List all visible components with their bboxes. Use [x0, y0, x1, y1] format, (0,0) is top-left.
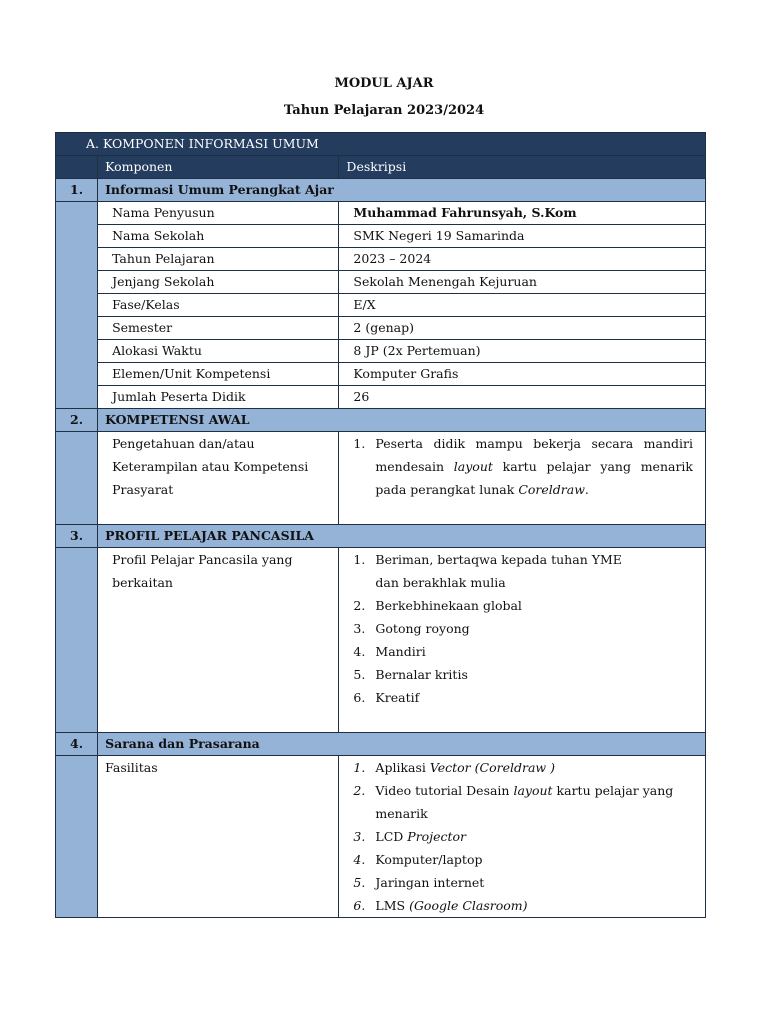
section-2-sidebar [56, 432, 98, 525]
fasilitas-desc [339, 756, 706, 918]
kompetensi-desc [339, 432, 706, 525]
info-row [56, 294, 706, 317]
column-header-empty [56, 156, 98, 179]
list-item-text: Mandiri [375, 644, 426, 659]
section-1-title: Informasi Umum Perangkat Ajar [98, 179, 706, 202]
info-row [56, 317, 706, 340]
section-4-number: 4. [56, 733, 98, 756]
fasilitas-text-italic: (Google Clasroom) [409, 898, 528, 913]
info-key: Semester [98, 317, 339, 340]
fasilitas-text-italic: Vector (Coreldraw ) [429, 760, 555, 775]
list-item-text [375, 432, 693, 501]
kompetensi-text-layout: layout [453, 459, 493, 474]
info-row [56, 271, 706, 294]
list-item-number: 4. [353, 644, 366, 659]
fasilitas-row [56, 756, 706, 918]
info-value: SMK Negeri 19 Samarinda [339, 225, 706, 248]
info-value: 26 [339, 386, 706, 409]
profil-label: Profil Pelajar Pancasila yang berkaitan [98, 548, 339, 733]
list-item-number: 3. [353, 829, 366, 844]
info-row [56, 340, 706, 363]
fasilitas-text: LMS [375, 898, 410, 913]
section-1-number: 1. [56, 179, 98, 202]
fasilitas-text: LCD [375, 829, 408, 844]
kompetensi-label: Pengetahuan dan/atau Keterampilan atau Kompetensi Prasyarat [98, 432, 339, 525]
list-item [353, 825, 693, 848]
list-item-number: 1. [353, 552, 366, 567]
list-item [353, 871, 693, 894]
list-item-text: Kreatif [375, 690, 420, 705]
info-key: Nama Sekolah [98, 225, 339, 248]
info-key: Nama Penyusun [98, 202, 339, 225]
info-key: Jenjang Sekolah [98, 271, 339, 294]
fasilitas-text-italic: layout [513, 783, 553, 798]
modul-table [55, 132, 706, 918]
info-value: 2023 – 2024 [339, 248, 706, 271]
fasilitas-text: Aplikasi [375, 760, 430, 775]
list-item [353, 848, 693, 871]
document-title: MODUL AJAR [334, 76, 434, 91]
info-key: Elemen/Unit Kompetensi [98, 363, 339, 386]
kompetensi-text-c: kartu pelajar yang menarik pada perangkat lunak [375, 459, 693, 497]
profil-desc [339, 548, 706, 733]
list-item [353, 640, 645, 663]
info-row [56, 363, 706, 386]
info-row [56, 225, 706, 248]
list-item [353, 686, 645, 709]
list-item-text [375, 871, 693, 894]
section-2-number: 2. [56, 409, 98, 432]
list-item-number: 6. [353, 898, 366, 913]
info-value: Muhammad Fahrunsyah, S.Kom [339, 202, 706, 225]
list-item-number: 5. [353, 875, 366, 890]
info-key: Alokasi Waktu [98, 340, 339, 363]
list-item-number: 1. [353, 760, 366, 775]
info-value: E/X [339, 294, 706, 317]
fasilitas-list [353, 756, 693, 917]
column-header-deskripsi: Deskripsi [339, 156, 706, 179]
profil-row [56, 548, 706, 733]
document-subtitle: Tahun Pelajaran 2023/2024 [283, 103, 485, 118]
fasilitas-text: Jaringan internet [375, 875, 485, 890]
list-item-text [375, 894, 693, 917]
info-value: Komputer Grafis [339, 363, 706, 386]
section-3-number: 3. [56, 525, 98, 548]
section-1-header [56, 179, 706, 202]
list-item-text [375, 825, 693, 848]
list-item-number: 2. [353, 598, 366, 613]
section-3-header [56, 525, 706, 548]
profil-list [353, 548, 645, 709]
column-header-komponen: Komponen [98, 156, 339, 179]
kompetensi-list [353, 432, 693, 501]
list-item [353, 756, 693, 779]
list-item-number: 5. [353, 667, 366, 682]
info-row [56, 202, 706, 225]
list-item [353, 617, 645, 640]
list-item [353, 894, 693, 917]
section-4-sidebar [56, 756, 98, 918]
list-item [353, 594, 645, 617]
list-item-text: Gotong royong [375, 621, 470, 636]
kompetensi-text-e: . [584, 482, 589, 497]
section-4-title: Sarana dan Prasarana [98, 733, 706, 756]
fasilitas-label: Fasilitas [98, 756, 339, 918]
info-key: Tahun Pelajaran [98, 248, 339, 271]
section-1-sidebar [56, 202, 98, 409]
fasilitas-text: Video tutorial Desain [375, 783, 514, 798]
section-3-sidebar [56, 548, 98, 733]
section-2-header [56, 409, 706, 432]
list-item-number: 3. [353, 621, 366, 636]
info-row [56, 248, 706, 271]
info-key: Jumlah Peserta Didik [98, 386, 339, 409]
list-item-text: Bernalar kritis [375, 667, 468, 682]
kompetensi-text-a: Peserta didik mampu bekerja secara mandiri mendesain [375, 436, 693, 474]
info-value: 8 JP (2x Pertemuan) [339, 340, 706, 363]
list-item-number: 6. [353, 690, 366, 705]
info-row [56, 386, 706, 409]
section-3-title: PROFIL PELAJAR PANCASILA [98, 525, 706, 548]
section-a-title: A. KOMPONEN INFORMASI UMUM [56, 133, 706, 156]
section-2-title: KOMPETENSI AWAL [98, 409, 706, 432]
section-4-header [56, 733, 706, 756]
fasilitas-text: Komputer/laptop [375, 852, 483, 867]
list-item-text: Beriman, bertaqwa kepada tuhan YME dan berakhlak mulia [375, 552, 622, 590]
list-item [353, 779, 693, 825]
list-item-text [375, 756, 693, 779]
kompetensi-text-coreldraw: Coreldraw [518, 482, 585, 497]
fasilitas-text-italic: Projector [407, 829, 467, 844]
list-item-number: 1. [353, 436, 366, 451]
info-value: 2 (genap) [339, 317, 706, 340]
list-item-number: 2. [353, 783, 366, 798]
column-header-row [56, 156, 706, 179]
section-a-header [56, 133, 706, 156]
info-value: Sekolah Menengah Kejuruan [339, 271, 706, 294]
list-item-number: 4. [353, 852, 366, 867]
list-item [353, 548, 645, 594]
list-item-text [375, 848, 693, 871]
list-item [353, 663, 645, 686]
list-item-text [375, 779, 693, 825]
list-item [353, 432, 693, 501]
info-key: Fase/Kelas [98, 294, 339, 317]
fasilitas-text-tail: kartu pelajar yang menarik [375, 783, 674, 821]
list-item-text: Berkebhinekaan global [375, 598, 522, 613]
kompetensi-row [56, 432, 706, 525]
